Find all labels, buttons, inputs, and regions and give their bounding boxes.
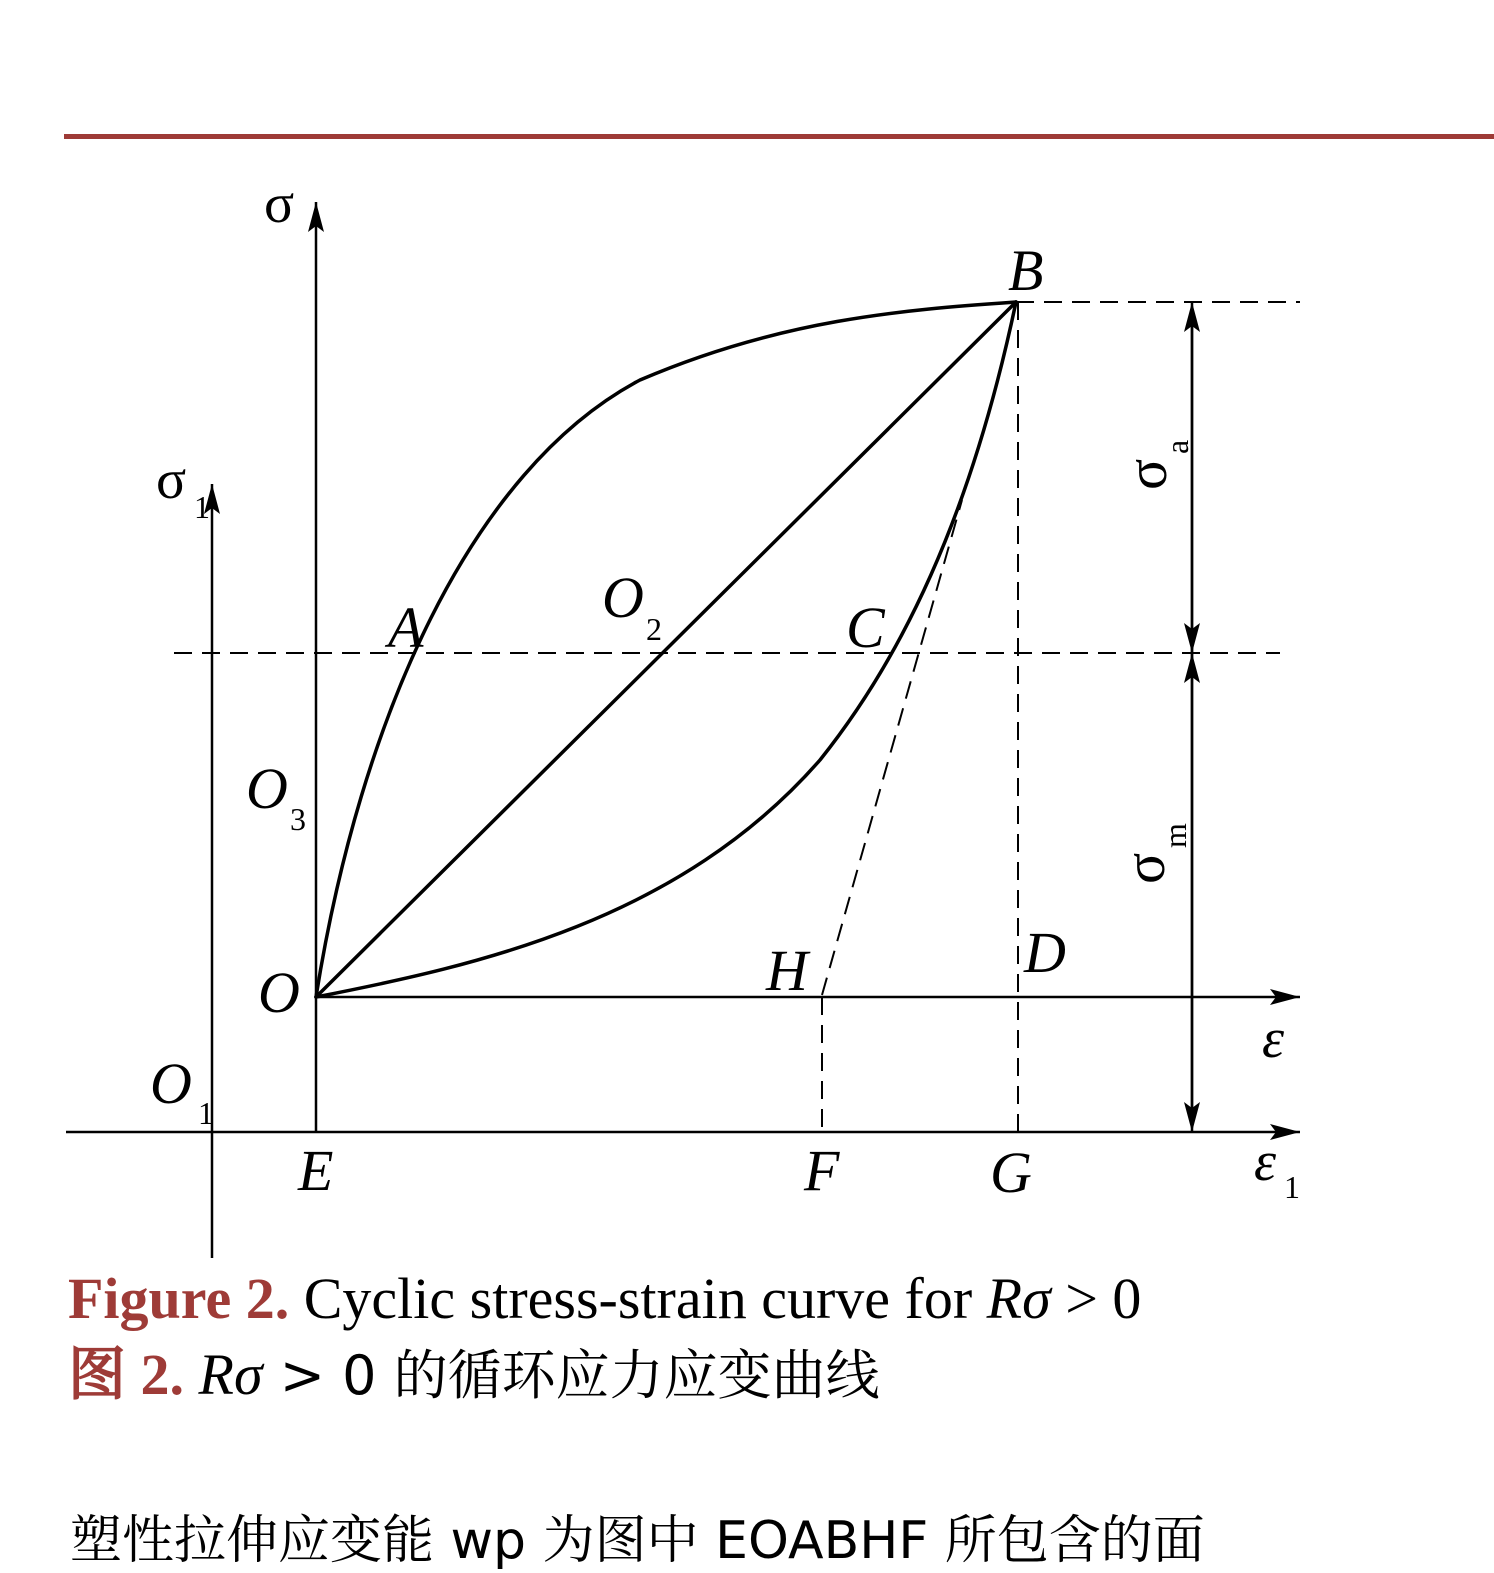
point-f-label: F [804, 1138, 840, 1203]
epsilon1-axis-label: ε [1254, 1131, 1277, 1193]
figure-label-chinese: 图 2. [68, 1342, 185, 1407]
epsilon-axis-label: ε [1262, 1008, 1285, 1070]
caption-text-english: Cyclic stress-strain curve for [289, 1266, 987, 1331]
caption-text-chinese: > 0 的循环应力应变曲线 [262, 1344, 880, 1407]
point-o1-label: O [150, 1051, 192, 1116]
sigma-m-subscript: m [1157, 823, 1193, 848]
point-o2-label: O [602, 565, 644, 630]
point-o-label: O [258, 960, 300, 1025]
caption-variable-chinese: Rσ [184, 1342, 263, 1407]
caption-variable-english: Rσ [986, 1266, 1051, 1331]
point-b-label: B [1008, 238, 1044, 303]
point-c-label: C [846, 595, 885, 660]
point-h-label: H [766, 938, 808, 1003]
hb-dashed-line [822, 500, 962, 995]
sigma-a-label: σ [1114, 458, 1179, 490]
point-a-label: A [388, 595, 424, 660]
sigma-axis-label: σ [264, 173, 295, 235]
body-paragraph: 塑性拉伸应变能 wp 为图中 EOABHF 所包含的面 [70, 1511, 1205, 1571]
epsilon1-axis-subscript: 1 [1284, 1169, 1300, 1205]
point-d-label: D [1024, 920, 1066, 985]
figure-caption-english [68, 1266, 1142, 1331]
sigma-a-subscript: a [1159, 439, 1195, 454]
point-e-label: E [298, 1138, 334, 1203]
sigma-m-label: σ [1112, 852, 1177, 884]
figure-caption-chinese [68, 1342, 880, 1407]
point-g-label: G [990, 1140, 1032, 1205]
figure-label-english: Figure 2. [68, 1266, 290, 1331]
point-o3-label: O [246, 756, 288, 821]
point-o2-subscript: 2 [646, 611, 662, 647]
sigma1-axis-subscript: 1 [194, 489, 210, 525]
caption-condition-english: > 0 [1050, 1266, 1142, 1331]
point-o3-subscript: 3 [290, 801, 306, 837]
sigma1-axis-label: σ [156, 449, 187, 511]
point-o1-subscript: 1 [198, 1095, 214, 1131]
